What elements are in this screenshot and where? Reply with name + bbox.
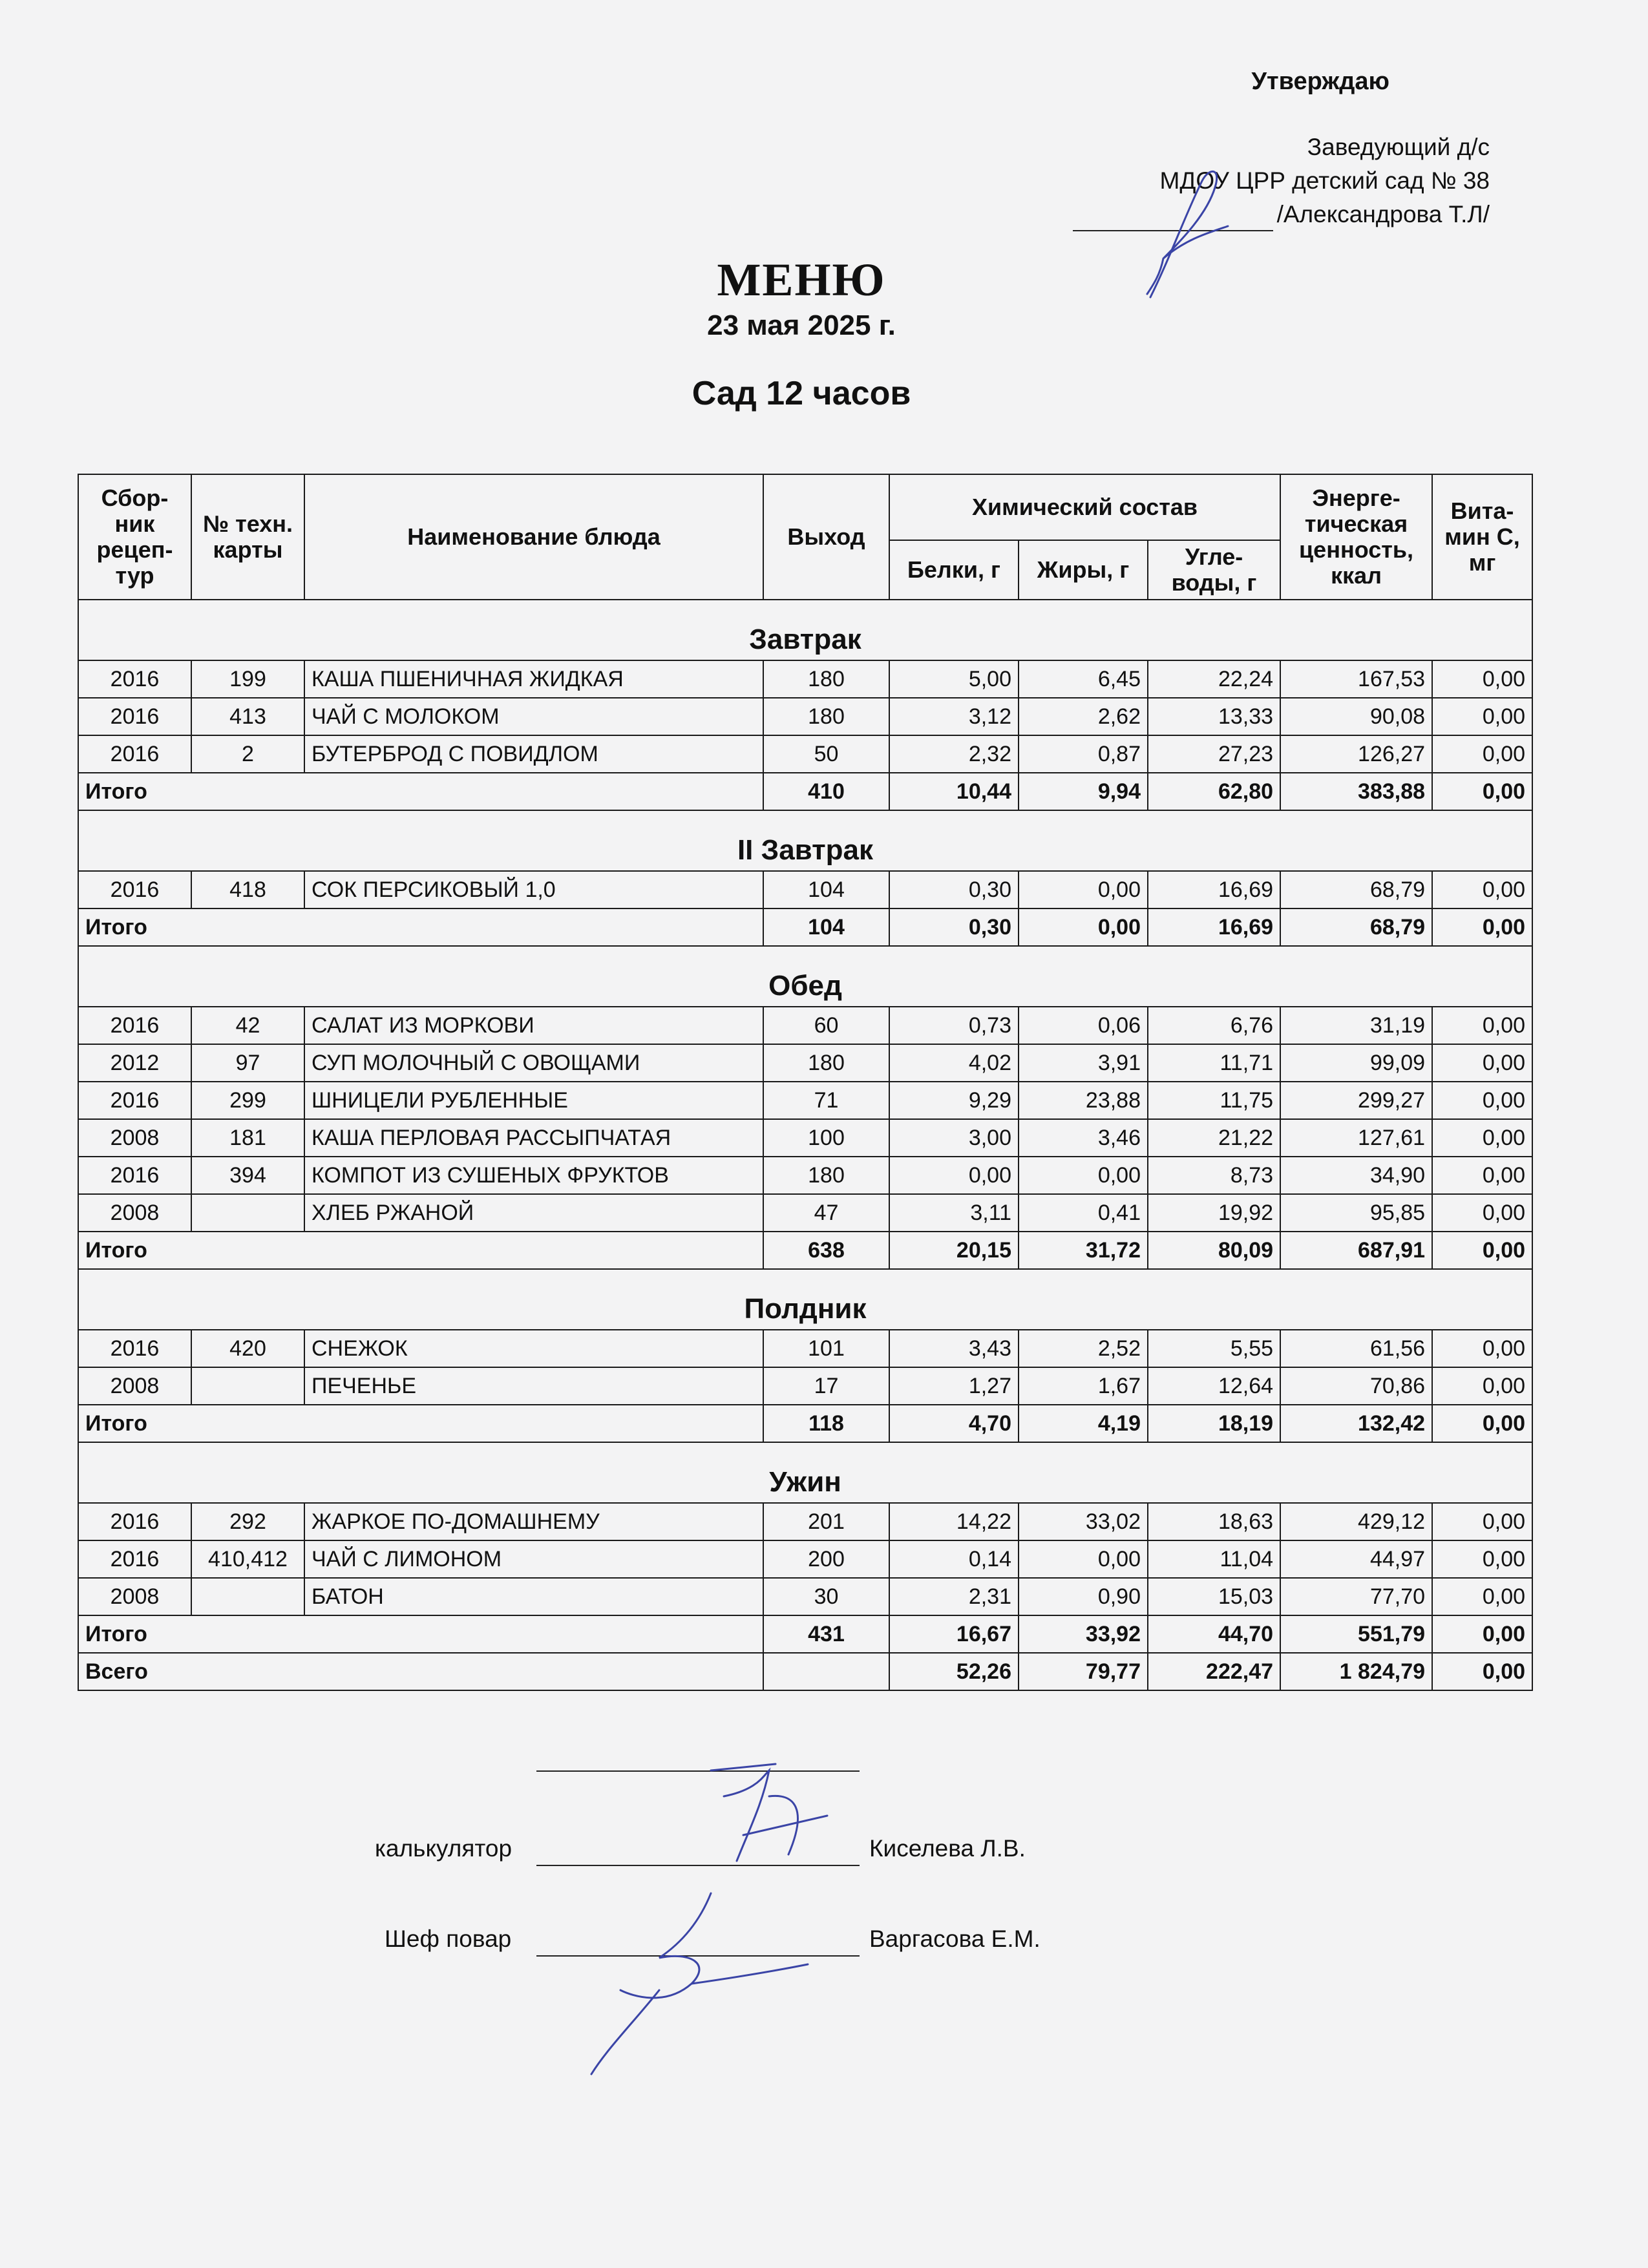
energy-cell: 127,61 — [1280, 1119, 1432, 1157]
table-row — [78, 1119, 1532, 1157]
card-number-cell: 420 — [191, 1330, 304, 1367]
card-number-cell: 413 — [191, 698, 304, 735]
energy-cell: 299,27 — [1280, 1082, 1432, 1119]
output-grams-cell: 17 — [763, 1367, 889, 1405]
total-proteins-cell: 16,67 — [889, 1615, 1019, 1653]
total-fats-cell: 33,92 — [1019, 1615, 1148, 1653]
vitamin-c-cell: 0,00 — [1432, 1044, 1532, 1082]
total-output-cell: 104 — [763, 908, 889, 946]
proteins-cell: 4,02 — [889, 1044, 1019, 1082]
header-vitamin: Вита-мин С, мг — [1432, 474, 1532, 600]
proteins-cell: 0,00 — [889, 1157, 1019, 1194]
card-number-cell: 292 — [191, 1503, 304, 1540]
carbs-cell: 19,92 — [1148, 1194, 1280, 1232]
table-row — [78, 871, 1532, 908]
proteins-cell: 9,29 — [889, 1082, 1019, 1119]
output-grams-cell: 104 — [763, 871, 889, 908]
output-grams-cell: 180 — [763, 660, 889, 698]
energy-cell: 90,08 — [1280, 698, 1432, 735]
collection-year-cell: 2016 — [78, 1157, 191, 1194]
card-number-cell: 418 — [191, 871, 304, 908]
output-grams-cell: 201 — [763, 1503, 889, 1540]
total-energy-cell: 551,79 — [1280, 1615, 1432, 1653]
proteins-cell: 1,27 — [889, 1367, 1019, 1405]
proteins-cell: 3,12 — [889, 698, 1019, 735]
total-carbs-cell: 16,69 — [1148, 908, 1280, 946]
dish-name-cell: СОК ПЕРСИКОВЫЙ 1,0 — [304, 871, 763, 908]
total-fats-cell: 31,72 — [1019, 1232, 1148, 1269]
total-vitamin-c-cell: 0,00 — [1432, 1615, 1532, 1653]
carbs-cell: 21,22 — [1148, 1119, 1280, 1157]
card-number-cell: 299 — [191, 1082, 304, 1119]
table-row — [78, 1330, 1532, 1367]
card-number-cell: 42 — [191, 1007, 304, 1044]
total-carbs-cell: 18,19 — [1148, 1405, 1280, 1442]
dish-name-cell: ПЕЧЕНЬЕ — [304, 1367, 763, 1405]
total-label: Итого — [78, 908, 763, 946]
fats-cell: 2,62 — [1019, 698, 1148, 735]
vitamin-c-cell: 0,00 — [1432, 660, 1532, 698]
fats-cell: 0,00 — [1019, 1157, 1148, 1194]
fats-cell: 2,52 — [1019, 1330, 1148, 1367]
energy-cell: 95,85 — [1280, 1194, 1432, 1232]
menu-date: 23 мая 2025 г. — [707, 310, 896, 341]
collection-year-cell: 2008 — [78, 1119, 191, 1157]
card-number-cell: 199 — [191, 660, 304, 698]
table-row — [78, 1082, 1532, 1119]
output-grams-cell: 200 — [763, 1540, 889, 1578]
collection-year-cell: 2016 — [78, 1082, 191, 1119]
total-vitamin-c-cell: 0,00 — [1432, 1405, 1532, 1442]
table-row — [78, 1007, 1532, 1044]
table-row — [78, 1578, 1532, 1615]
header-carbs: Угле-воды, г — [1148, 540, 1280, 600]
total-output-cell: 118 — [763, 1405, 889, 1442]
fats-cell: 6,45 — [1019, 660, 1148, 698]
total-row — [78, 908, 1532, 946]
table-row — [78, 1044, 1532, 1082]
carbs-cell: 8,73 — [1148, 1157, 1280, 1194]
section-row — [78, 1442, 1532, 1503]
section-title: Завтрак — [78, 600, 1532, 660]
header-output: Выход — [763, 474, 889, 600]
dish-name-cell: ЖАРКОЕ ПО-ДОМАШНЕМУ — [304, 1503, 763, 1540]
vitamin-c-cell: 0,00 — [1432, 871, 1532, 908]
total-carbs-cell: 62,80 — [1148, 773, 1280, 810]
collection-year-cell: 2016 — [78, 1540, 191, 1578]
carbs-cell: 18,63 — [1148, 1503, 1280, 1540]
grand-total-carbs-cell: 222,47 — [1148, 1653, 1280, 1690]
energy-cell: 77,70 — [1280, 1578, 1432, 1615]
total-energy-cell: 687,91 — [1280, 1232, 1432, 1269]
energy-cell: 34,90 — [1280, 1157, 1432, 1194]
energy-cell: 44,97 — [1280, 1540, 1432, 1578]
proteins-cell: 5,00 — [889, 660, 1019, 698]
collection-year-cell: 2016 — [78, 735, 191, 773]
section-title: Обед — [78, 946, 1532, 1007]
total-output-cell: 638 — [763, 1232, 889, 1269]
total-proteins-cell: 10,44 — [889, 773, 1019, 810]
carbs-cell: 22,24 — [1148, 660, 1280, 698]
output-grams-cell: 180 — [763, 698, 889, 735]
section-row — [78, 946, 1532, 1007]
fats-cell: 1,67 — [1019, 1367, 1148, 1405]
fats-cell: 3,46 — [1019, 1119, 1148, 1157]
vitamin-c-cell: 0,00 — [1432, 1082, 1532, 1119]
energy-cell: 126,27 — [1280, 735, 1432, 773]
table-row — [78, 1367, 1532, 1405]
vitamin-c-cell: 0,00 — [1432, 1503, 1532, 1540]
card-number-cell — [191, 1194, 304, 1232]
collection-year-cell: 2016 — [78, 871, 191, 908]
collection-year-cell: 2008 — [78, 1194, 191, 1232]
total-output-cell: 431 — [763, 1615, 889, 1653]
section-title: II Завтрак — [78, 810, 1532, 871]
table-row — [78, 1157, 1532, 1194]
total-vitamin-c-cell: 0,00 — [1432, 1232, 1532, 1269]
table-body — [78, 600, 1532, 1690]
header-collection: Сбор-ник рецеп-тур — [78, 474, 191, 600]
collection-year-cell: 2016 — [78, 1503, 191, 1540]
vitamin-c-cell: 0,00 — [1432, 1330, 1532, 1367]
section-row — [78, 1269, 1532, 1330]
total-output-cell: 410 — [763, 773, 889, 810]
total-fats-cell: 9,94 — [1019, 773, 1148, 810]
energy-cell: 70,86 — [1280, 1367, 1432, 1405]
proteins-cell: 0,14 — [889, 1540, 1019, 1578]
grand-total-row — [78, 1653, 1532, 1690]
energy-cell: 68,79 — [1280, 871, 1432, 908]
fats-cell: 0,90 — [1019, 1578, 1148, 1615]
total-row — [78, 1405, 1532, 1442]
approval-organization: МДОУ ЦРР детский сад № 38 — [1159, 167, 1490, 194]
output-grams-cell: 30 — [763, 1578, 889, 1615]
proteins-cell: 3,00 — [889, 1119, 1019, 1157]
total-energy-cell: 132,42 — [1280, 1405, 1432, 1442]
fats-cell: 0,41 — [1019, 1194, 1148, 1232]
card-number-cell: 97 — [191, 1044, 304, 1082]
total-row — [78, 773, 1532, 810]
total-row — [78, 1232, 1532, 1269]
card-number-cell — [191, 1367, 304, 1405]
total-energy-cell: 68,79 — [1280, 908, 1432, 946]
menu-subtitle: Сад 12 часов — [692, 375, 911, 412]
fats-cell: 0,00 — [1019, 871, 1148, 908]
carbs-cell: 13,33 — [1148, 698, 1280, 735]
chef-signature-scribble — [582, 1887, 814, 2081]
collection-year-cell: 2016 — [78, 1330, 191, 1367]
carbs-cell: 27,23 — [1148, 735, 1280, 773]
energy-cell: 61,56 — [1280, 1330, 1432, 1367]
dish-name-cell: БАТОН — [304, 1578, 763, 1615]
approval-name: /Александрова Т.Л/ — [1276, 201, 1490, 227]
total-vitamin-c-cell: 0,00 — [1432, 908, 1532, 946]
collection-year-cell: 2016 — [78, 1007, 191, 1044]
calculator-signature-scribble — [698, 1758, 866, 1874]
dish-name-cell: ХЛЕБ РЖАНОЙ — [304, 1194, 763, 1232]
collection-year-cell: 2008 — [78, 1578, 191, 1615]
carbs-cell: 16,69 — [1148, 871, 1280, 908]
vitamin-c-cell: 0,00 — [1432, 1578, 1532, 1615]
collection-year-cell: 2016 — [78, 698, 191, 735]
header-dish: Наименование блюда — [304, 474, 763, 600]
fats-cell: 23,88 — [1019, 1082, 1148, 1119]
fats-cell: 0,06 — [1019, 1007, 1148, 1044]
card-number-cell — [191, 1578, 304, 1615]
collection-year-cell: 2016 — [78, 660, 191, 698]
header-proteins: Белки, г — [889, 540, 1019, 600]
card-number-cell: 181 — [191, 1119, 304, 1157]
dish-name-cell: КАША ПШЕНИЧНАЯ ЖИДКАЯ — [304, 660, 763, 698]
carbs-cell: 15,03 — [1148, 1578, 1280, 1615]
proteins-cell: 0,73 — [889, 1007, 1019, 1044]
dish-name-cell: ЧАЙ С ЛИМОНОМ — [304, 1540, 763, 1578]
total-label: Итого — [78, 1232, 763, 1269]
total-energy-cell: 383,88 — [1280, 773, 1432, 810]
dish-name-cell: СНЕЖОК — [304, 1330, 763, 1367]
grand-total-fats-cell: 79,77 — [1019, 1653, 1148, 1690]
total-fats-cell: 0,00 — [1019, 908, 1148, 946]
output-grams-cell: 71 — [763, 1082, 889, 1119]
proteins-cell: 2,31 — [889, 1578, 1019, 1615]
approval-position: Заведующий д/с — [1307, 134, 1490, 160]
card-number-cell: 394 — [191, 1157, 304, 1194]
table-header — [78, 474, 1532, 600]
dish-name-cell: БУТЕРБРОД С ПОВИДЛОМ — [304, 735, 763, 773]
energy-cell: 31,19 — [1280, 1007, 1432, 1044]
dish-name-cell: ЧАЙ С МОЛОКОМ — [304, 698, 763, 735]
energy-cell: 429,12 — [1280, 1503, 1432, 1540]
carbs-cell: 11,04 — [1148, 1540, 1280, 1578]
dish-name-cell: КАША ПЕРЛОВАЯ РАССЫПЧАТАЯ — [304, 1119, 763, 1157]
table-row — [78, 660, 1532, 698]
vitamin-c-cell: 0,00 — [1432, 1194, 1532, 1232]
table-row — [78, 1540, 1532, 1578]
header-chemical: Химический состав — [889, 474, 1280, 540]
card-number-cell: 410,412 — [191, 1540, 304, 1578]
grand-total-label: Всего — [78, 1653, 763, 1690]
carbs-cell: 12,64 — [1148, 1367, 1280, 1405]
output-grams-cell: 50 — [763, 735, 889, 773]
proteins-cell: 3,11 — [889, 1194, 1019, 1232]
carbs-cell: 6,76 — [1148, 1007, 1280, 1044]
fats-cell: 3,91 — [1019, 1044, 1148, 1082]
proteins-cell: 0,30 — [889, 871, 1019, 908]
fats-cell: 0,00 — [1019, 1540, 1148, 1578]
header-energy: Энерге-тическая ценность, ккал — [1280, 474, 1432, 600]
total-label: Итого — [78, 1615, 763, 1653]
total-label: Итого — [78, 773, 763, 810]
table-row — [78, 1503, 1532, 1540]
proteins-cell: 14,22 — [889, 1503, 1019, 1540]
dish-name-cell: СУП МОЛОЧНЫЙ С ОВОЩАМИ — [304, 1044, 763, 1082]
vitamin-c-cell: 0,00 — [1432, 1157, 1532, 1194]
calculator-name: Киселева Л.В. — [869, 1835, 1026, 1862]
total-carbs-cell: 80,09 — [1148, 1232, 1280, 1269]
carbs-cell: 5,55 — [1148, 1330, 1280, 1367]
total-carbs-cell: 44,70 — [1148, 1615, 1280, 1653]
dish-name-cell: КОМПОТ ИЗ СУШЕНЫХ ФРУКТОВ — [304, 1157, 763, 1194]
table-row — [78, 1194, 1532, 1232]
output-grams-cell: 60 — [763, 1007, 889, 1044]
section-row — [78, 600, 1532, 660]
title-block — [0, 253, 1603, 413]
collection-year-cell: 2008 — [78, 1367, 191, 1405]
total-label: Итого — [78, 1405, 763, 1442]
header-card: № техн. карты — [191, 474, 304, 600]
vitamin-c-cell: 0,00 — [1432, 1007, 1532, 1044]
grand-total-output-cell — [763, 1653, 889, 1690]
approval-title: Утверждаю — [1251, 68, 1389, 95]
vitamin-c-cell: 0,00 — [1432, 1119, 1532, 1157]
energy-cell: 99,09 — [1280, 1044, 1432, 1082]
vitamin-c-cell: 0,00 — [1432, 735, 1532, 773]
header-fats: Жиры, г — [1019, 540, 1148, 600]
vitamin-c-cell: 0,00 — [1432, 698, 1532, 735]
output-grams-cell: 101 — [763, 1330, 889, 1367]
output-grams-cell: 180 — [763, 1044, 889, 1082]
section-title: Ужин — [78, 1442, 1532, 1503]
table-row — [78, 698, 1532, 735]
grand-total-vitamin-c-cell: 0,00 — [1432, 1653, 1532, 1690]
carbs-cell: 11,75 — [1148, 1082, 1280, 1119]
card-number-cell: 2 — [191, 735, 304, 773]
output-grams-cell: 47 — [763, 1194, 889, 1232]
total-proteins-cell: 0,30 — [889, 908, 1019, 946]
proteins-cell: 2,32 — [889, 735, 1019, 773]
fats-cell: 33,02 — [1019, 1503, 1148, 1540]
proteins-cell: 3,43 — [889, 1330, 1019, 1367]
vitamin-c-cell: 0,00 — [1432, 1540, 1532, 1578]
chef-label: Шеф повар — [385, 1926, 512, 1952]
dish-name-cell: ШНИЦЕЛИ РУБЛЕННЫЕ — [304, 1082, 763, 1119]
fats-cell: 0,87 — [1019, 735, 1148, 773]
output-grams-cell: 100 — [763, 1119, 889, 1157]
total-row — [78, 1615, 1532, 1653]
total-proteins-cell: 4,70 — [889, 1405, 1019, 1442]
grand-total-energy-cell: 1 824,79 — [1280, 1653, 1432, 1690]
vitamin-c-cell: 0,00 — [1432, 1367, 1532, 1405]
section-row — [78, 810, 1532, 871]
total-vitamin-c-cell: 0,00 — [1432, 773, 1532, 810]
total-fats-cell: 4,19 — [1019, 1405, 1148, 1442]
dish-name-cell: САЛАТ ИЗ МОРКОВИ — [304, 1007, 763, 1044]
calculator-label: калькулятор — [375, 1835, 512, 1862]
section-title: Полдник — [78, 1269, 1532, 1330]
table-row — [78, 735, 1532, 773]
chef-name: Варгасова Е.М. — [869, 1926, 1041, 1952]
carbs-cell: 11,71 — [1148, 1044, 1280, 1082]
output-grams-cell: 180 — [763, 1157, 889, 1194]
energy-cell: 167,53 — [1280, 660, 1432, 698]
collection-year-cell: 2012 — [78, 1044, 191, 1082]
grand-total-proteins-cell: 52,26 — [889, 1653, 1019, 1690]
menu-table — [78, 474, 1533, 1691]
total-proteins-cell: 20,15 — [889, 1232, 1019, 1269]
page-title: МЕНЮ — [717, 254, 886, 306]
